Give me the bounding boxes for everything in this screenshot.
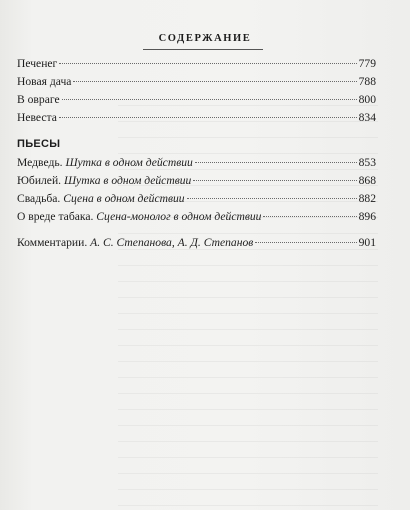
contents-heading: СОДЕРЖАНИЕ: [158, 33, 252, 44]
dot-leader: [62, 99, 357, 100]
toc-entry[interactable]: [17, 110, 376, 126]
entry-page: 834: [358, 111, 376, 124]
entry-page: 896: [358, 210, 376, 223]
entry-title: В овраге: [17, 93, 60, 106]
entry-title: Юбилей. Шутка в одном действии: [17, 174, 192, 187]
entry-title: Новая дача: [17, 75, 72, 88]
entry-title: О вреде табака. Сцена-монолог в одном действии: [17, 210, 262, 223]
entry-page: 853: [358, 156, 376, 169]
entry-title: Комментарии. А. С. Степанова, А. Д. Степанов: [17, 236, 254, 249]
toc-entry[interactable]: [17, 191, 376, 207]
show-through-text: [118, 90, 378, 510]
dot-leader: [263, 216, 356, 217]
entry-title: Свадьба. Сцена в одном действии: [17, 192, 185, 205]
dot-leader: [73, 81, 356, 82]
dot-leader: [193, 180, 356, 181]
toc-entry[interactable]: [17, 173, 376, 189]
entry-page: 901: [358, 236, 376, 249]
entry-page: 788: [358, 75, 376, 88]
dot-leader: [195, 162, 357, 163]
entry-page: 882: [358, 192, 376, 205]
toc-entry[interactable]: [17, 155, 376, 171]
entry-page: 868: [358, 174, 376, 187]
entry-title: Печенег: [17, 57, 58, 70]
toc-entry[interactable]: [17, 74, 376, 90]
heading-rule: [143, 49, 263, 50]
dot-leader: [59, 63, 356, 64]
toc-entry[interactable]: [17, 56, 376, 72]
entry-title: Невеста: [17, 111, 57, 124]
entry-title: Медведь. Шутка в одном действии: [17, 156, 193, 169]
plays-section-title: ПЬЕСЫ: [17, 138, 61, 150]
toc-entry[interactable]: [17, 92, 376, 108]
entry-page: 800: [358, 93, 376, 106]
toc-entry[interactable]: [17, 209, 376, 225]
dot-leader: [255, 242, 356, 243]
toc-entry-commentary[interactable]: [17, 235, 376, 251]
dot-leader: [187, 198, 357, 199]
entry-page: 779: [358, 57, 376, 70]
dot-leader: [59, 117, 357, 118]
